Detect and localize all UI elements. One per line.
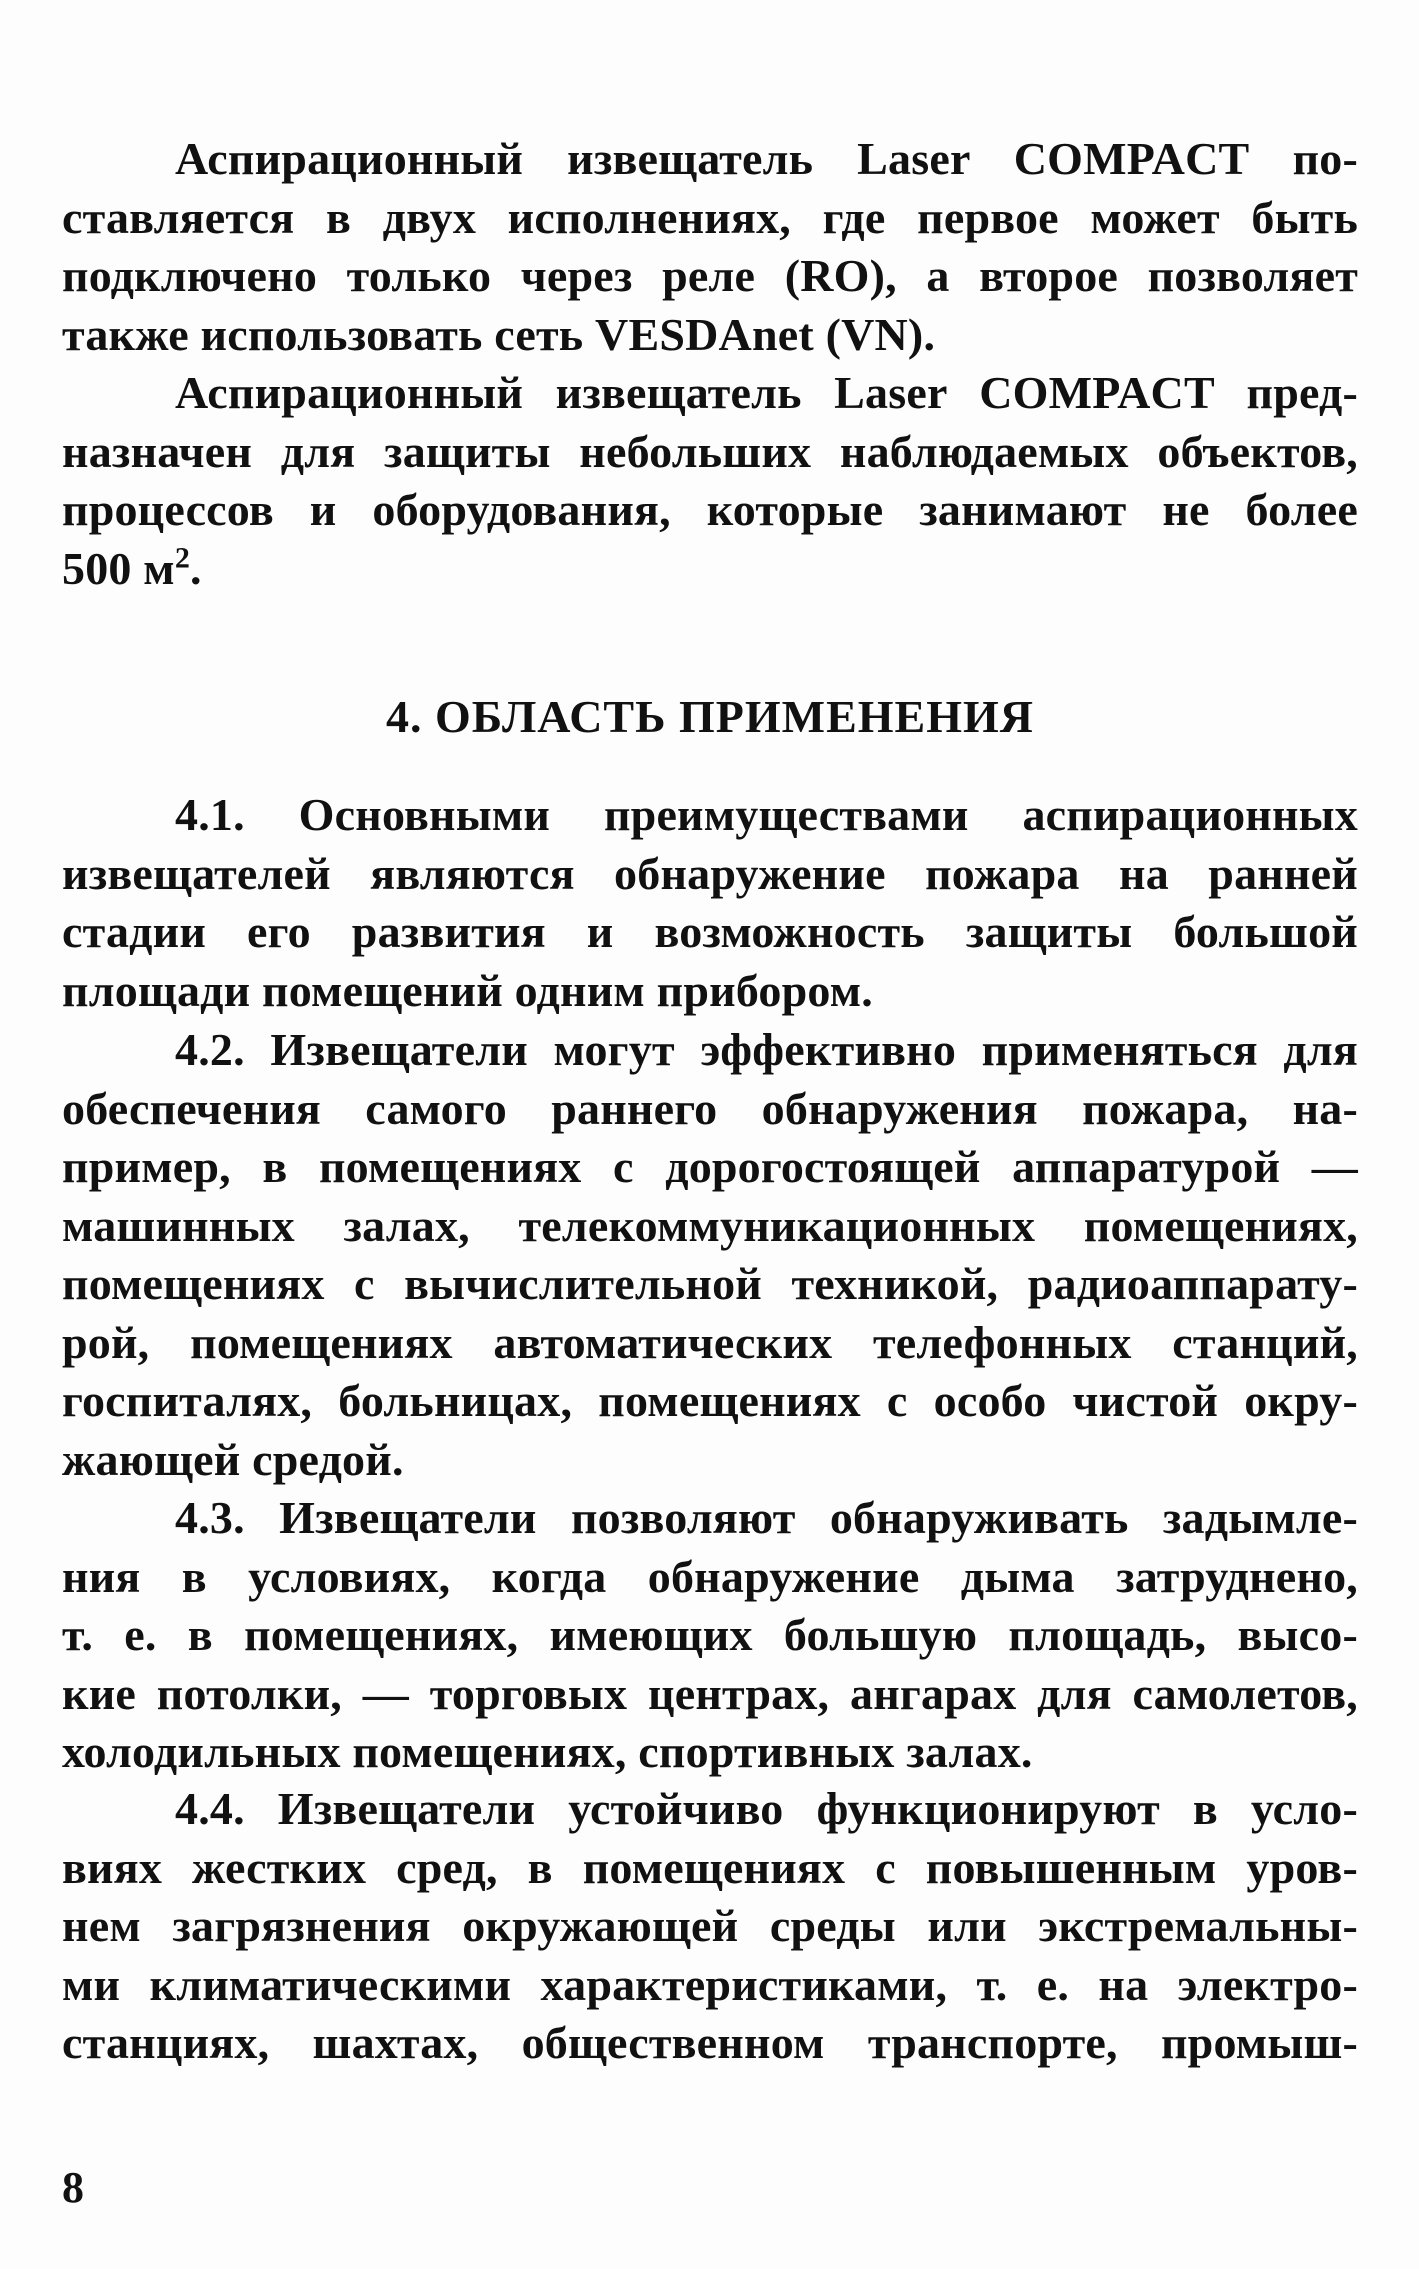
paragraph-4-2: [62, 1021, 1358, 1489]
text-line: пример, в помещениях с дорогостоящей аппаратурой —: [62, 1141, 1358, 1192]
text-line: ставляется в двух исполнениях, где первое может быть: [62, 191, 1358, 243]
text-line: нем загрязнения окружающей среды или экстремальны-: [62, 1900, 1358, 1951]
text-line: 4.2. Извещатели могут эффективно применяться для: [175, 1024, 1358, 1075]
text-line: подключено только через реле (RO), а второе позволяет: [62, 250, 1358, 301]
text-line: т. е. в помещениях, имеющих большую площадь, высо-: [62, 1609, 1358, 1660]
text-line: виях жестких сред, в помещениях с повышенным уров-: [62, 1841, 1358, 1893]
text-line: 4.4. Извещатели устойчиво функционируют в усло-: [175, 1783, 1358, 1834]
paragraph-4-1: [62, 786, 1358, 1020]
text-line: также использовать сеть VESDAnet (VN).: [62, 308, 936, 360]
area-value: 500 м: [62, 542, 175, 594]
intro-paragraph-1: [62, 130, 1358, 364]
text-line: машинных залах, телекоммуникационных помещениях,: [62, 1199, 1358, 1251]
text-line: [62, 540, 1358, 599]
text-line: рой, помещениях автоматических телефонных станций,: [62, 1316, 1358, 1368]
paragraph-4-3: [62, 1489, 1358, 1782]
text-line: помещениях с вычислительной техникой, радиоаппарату-: [62, 1258, 1358, 1309]
text-line: холодильных помещениях, спортивных залах.: [62, 1726, 1033, 1777]
section-heading: 4. ОБЛАСТЬ ПРИМЕНЕНИЯ: [385, 691, 1035, 742]
text-line: обеспечения самого раннего обнаружения пожара, на-: [62, 1082, 1358, 1134]
text-line: стадии его развития и возможность защиты большой: [62, 906, 1358, 957]
text-line: кие потолки, — торговых центрах, ангарах для самолетов,: [62, 1667, 1358, 1719]
intro-paragraph-2: [62, 364, 1358, 598]
paragraph-4-4: [62, 1780, 1358, 2073]
text-line: назначен для защиты небольших наблюдаемых объектов,: [62, 425, 1358, 477]
period: .: [190, 542, 202, 594]
text-line: извещателей являются обнаружение пожара на ранней: [62, 847, 1358, 899]
superscript: 2: [174, 541, 191, 575]
page-number: 8: [62, 2163, 84, 2212]
text-line: 4.1. Основными преимуществами аспирационных: [175, 789, 1358, 840]
text-line: ния в условиях, когда обнаружение дыма затруднено,: [62, 1550, 1358, 1602]
text-line: процессов и оборудования, которые занимают не более: [62, 484, 1358, 535]
text-line: 4.3. Извещатели позволяют обнаруживать задымле-: [175, 1492, 1358, 1543]
text-line: жающей средой.: [62, 1433, 404, 1485]
text-line: Аспирационный извещатель Laser COMPACT по-: [175, 133, 1358, 184]
text-line: Аспирационный извещатель Laser COMPACT пред-: [175, 367, 1358, 418]
text-line: станциях, шахтах, общественном транспорте, промыш-: [62, 2017, 1358, 2068]
text-line: ми климатическими характеристиками, т. е. на электро-: [62, 1958, 1358, 2010]
text-line: площади помещений одним прибором.: [62, 964, 873, 1016]
text-line: госпиталях, больницах, помещениях с особо чистой окру-: [62, 1375, 1358, 1426]
